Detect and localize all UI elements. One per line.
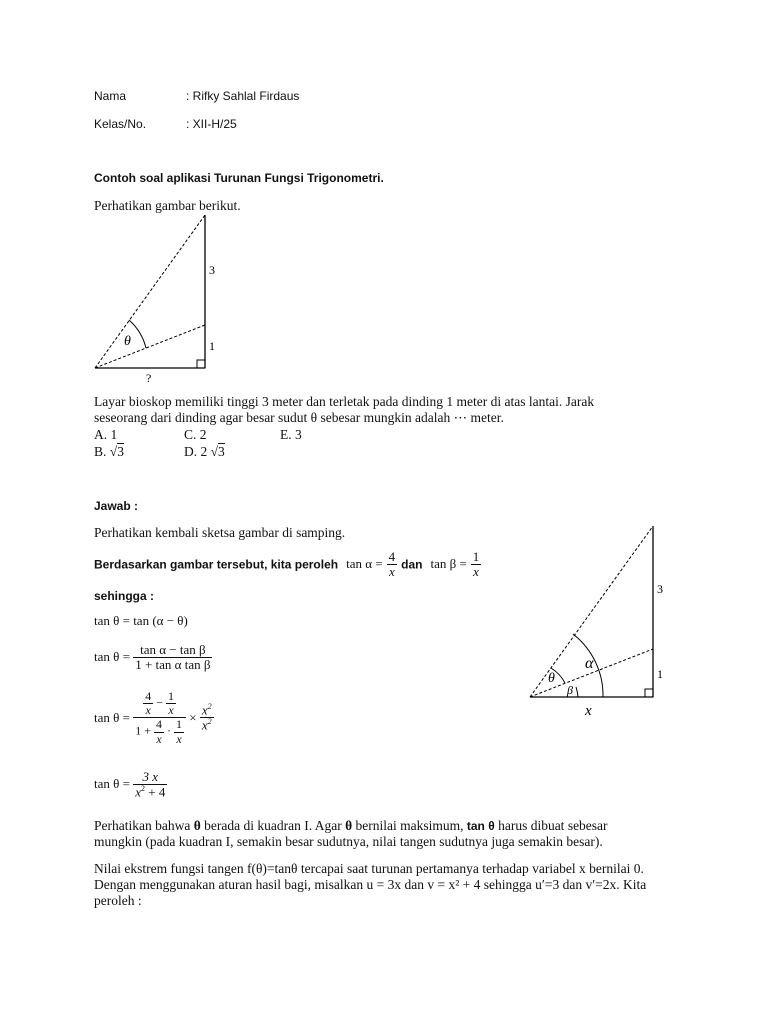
equation-3: tan θ = $\frac{4}{x}$ − $\frac{1}{x}$ 1 + $\frac{4}{x}$ · $\frac{1}{x}$ × $\frac{x^2}{x^2}$ (94, 689, 212, 746)
paragraph-2-line-2: Dengan menggunakan aturan hasil bagi, misalkan u = 3x dan v = x² + 4 sehingga u′=3 dan v′=2x. Kita (94, 877, 647, 892)
hypotenuse-low (95, 325, 205, 368)
right-angle-mark (197, 360, 205, 368)
theta-label-2: θ (548, 671, 555, 686)
alpha-label: α (585, 655, 594, 672)
label-3: 3 (209, 263, 215, 277)
theta-arc (129, 320, 146, 348)
based-on-line: Berdasarkan gambar tersebut, kita peroleh tan α = $\frac{4}{x}$ dan tan β = $\frac{1}{x}$ (94, 549, 480, 580)
name-value: : Rifky Sahlal Firdaus (186, 89, 300, 103)
theta-label: θ (124, 334, 131, 349)
triangle-figure-1 (90, 210, 230, 390)
label-1-fig2: 1 (657, 667, 663, 681)
class-value: : XII-H/25 (186, 117, 237, 131)
option-a: A. 1 (94, 427, 118, 442)
equation-1: tan θ = tan (α − θ) (94, 613, 188, 628)
label-question: ? (146, 371, 152, 385)
class-label: Kelas/No. (94, 117, 147, 131)
label-1: 1 (209, 339, 215, 353)
paragraph-1-line-1: Perhatikan bahwa θ berada di kuadran I. Agar θ bernilai maksimum, tan θ harus dibuat sebesar (94, 818, 608, 833)
name-label: Nama (94, 89, 127, 103)
problem-text-2: seseorang dari dinding agar besar sudut θ sebesar mungkin adalah ⋯ meter. (94, 410, 504, 425)
right-angle-mark-2 (645, 689, 653, 697)
option-d: D. 2 √3 (184, 444, 225, 459)
option-b: B. √3 (94, 444, 124, 459)
label-3-fig2: 3 (657, 582, 663, 596)
look-again-text: Perhatikan kembali sketsa gambar di samping. (94, 525, 346, 540)
beta-arc (576, 687, 578, 697)
equation-4: tan θ = $\frac{3 x}{x^2 + 4}$ (94, 769, 166, 800)
page-title: Contoh soal aplikasi Turunan Fungsi Trigonometri. (94, 171, 384, 185)
option-c: C. 2 (184, 427, 207, 442)
triangle-figure-2 (525, 520, 675, 720)
option-e: E. 3 (280, 427, 302, 442)
paragraph-1-line-2: mungkin (pada kuadran I, semakin besar sudutnya, nilai tangen sudutnya juga semakin besar). (94, 834, 603, 849)
problem-text-1: Layar bioskop memiliki tinggi 3 meter dan terletak pada dinding 1 meter di atas lantai. Jarak (94, 394, 595, 409)
beta-label: β (567, 683, 573, 697)
problem-intro: Perhatikan gambar berikut. (94, 198, 241, 213)
label-x: x (585, 703, 592, 719)
paragraph-2-line-1: Nilai ekstrem fungsi tangen f(θ)=tanθ tercapai saat turunan pertamanya terhadap variabel x bernilai 0. (94, 861, 644, 876)
paragraph-2-line-3: peroleh : (94, 893, 142, 908)
sehingga-label: sehingga : (94, 589, 155, 603)
equation-2: tan θ = $\frac{\text{tan α − tan β}}{\text{1 + tan α tan β}}$ (94, 642, 211, 673)
answer-heading: Jawab : (94, 499, 139, 513)
hypotenuse-top (95, 215, 205, 368)
